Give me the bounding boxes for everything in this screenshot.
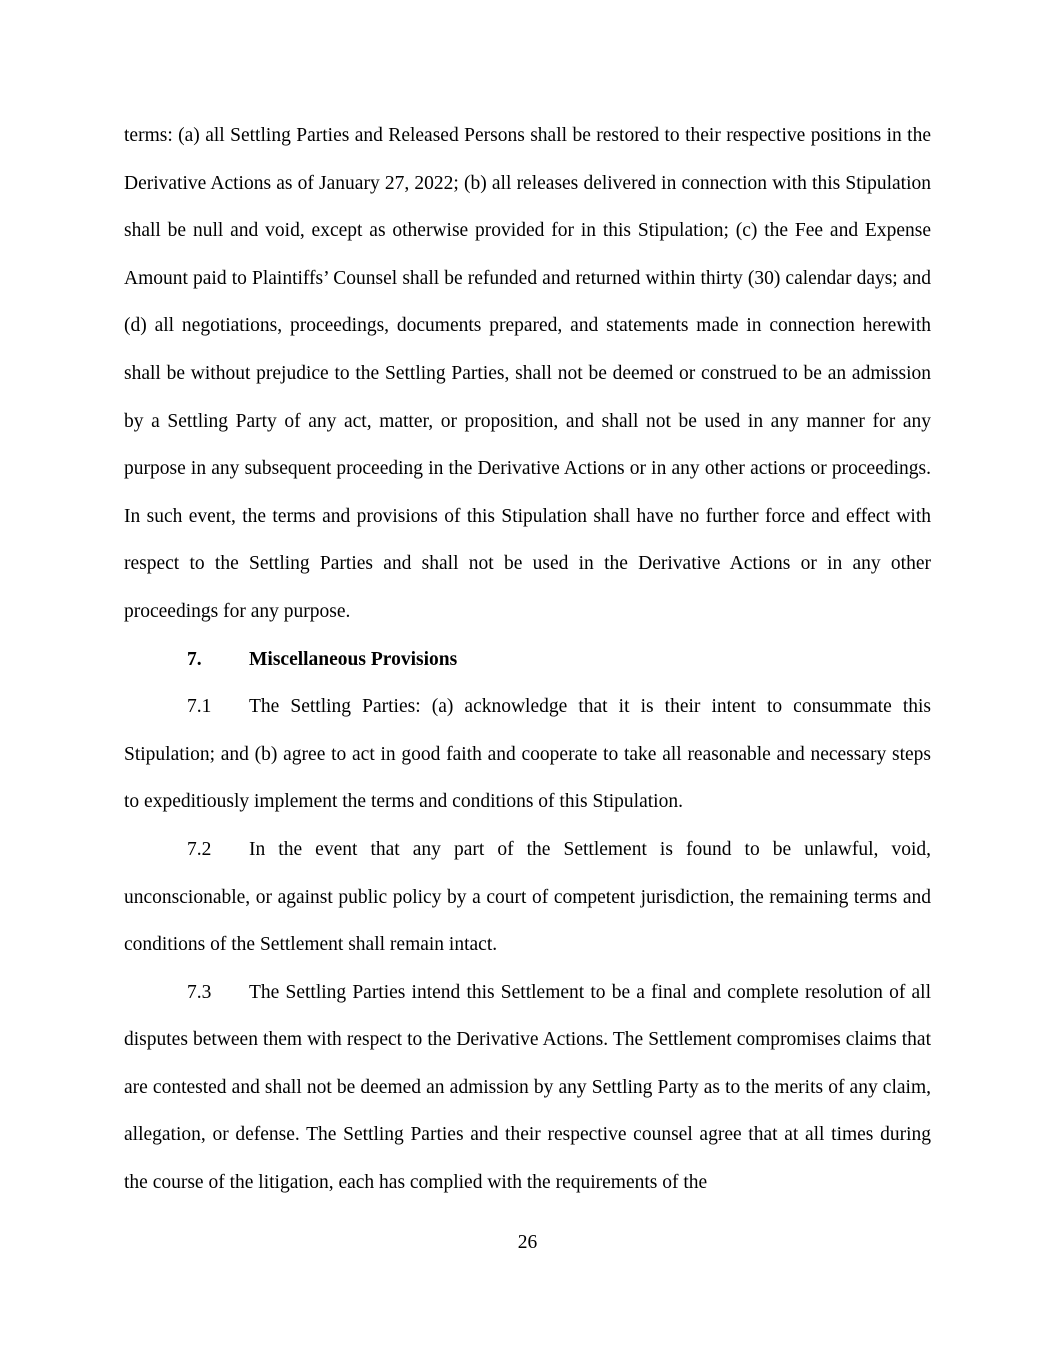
page-number: 26 bbox=[517, 1232, 538, 1253]
subsection-7-3 bbox=[124, 969, 931, 1207]
subsection-7-1 bbox=[124, 683, 931, 826]
subsection-text: In the event that any part of the Settlement is found to be unlawful, void, unconscionable, or against public policy by a court of competent jurisdiction, the remaining terms and conditions of the Settlement shall remain intact. bbox=[124, 838, 931, 956]
subsection-7-2 bbox=[124, 826, 931, 969]
section-number: 7. bbox=[187, 648, 202, 670]
subsection-number: 7.1 bbox=[187, 696, 212, 718]
subsection-number: 7.2 bbox=[187, 838, 212, 860]
subsection-text: The Settling Parties intend this Settlement to be a final and complete resolution of all disputes between them with respect to the Derivative Actions. The Settlement compromises claims that are contested and shall not be deemed an admission by any Settling Party as to the merits of any claim, allegation, or defense. The Settling Parties and their respective counsel agree that at all times during the course of the litigation, each has complied with the requirements of the bbox=[124, 981, 931, 1194]
section-heading bbox=[124, 636, 931, 684]
section-title: Miscellaneous Provisions bbox=[249, 648, 458, 670]
subsection-text: The Settling Parties: (a) acknowledge that it is their intent to consummate this Stipulation; and (b) agree to act in good faith and cooperate to take all reasonable and necessary steps to expeditiously implement the terms and conditions of this Stipulation. bbox=[124, 696, 931, 813]
subsection-number: 7.3 bbox=[187, 981, 212, 1003]
continuation-paragraph: terms: (a) all Settling Parties and Released Persons shall be restored to their respective positions in the Derivative Actions as of January 27, 2022; (b) all releases delivered in connection with this Stipulation shall be null and void, except as otherwise provided for in this Stipulation; (c) the Fee and Expense Amount paid to Plaintiffs’ Counsel shall be refunded and returned within thirty (30) calendar days; and (d) all negotiations, proceedings, documents prepared, and statements made in connection herewith shall be without prejudice to the Settling Parties, shall not be deemed or construed to be an admission by a Settling Party of any act, matter, or proposition, and shall not be used in any manner for any purpose in any subsequent proceeding in the Derivative Actions or in any other actions or proceedings. In such event, the terms and provisions of this Stipulation shall have no further force and effect with respect to the Settling Parties and shall not be used in the Derivative Actions or in any other proceedings for any purpose. bbox=[124, 125, 931, 622]
document-page bbox=[124, 112, 931, 1207]
